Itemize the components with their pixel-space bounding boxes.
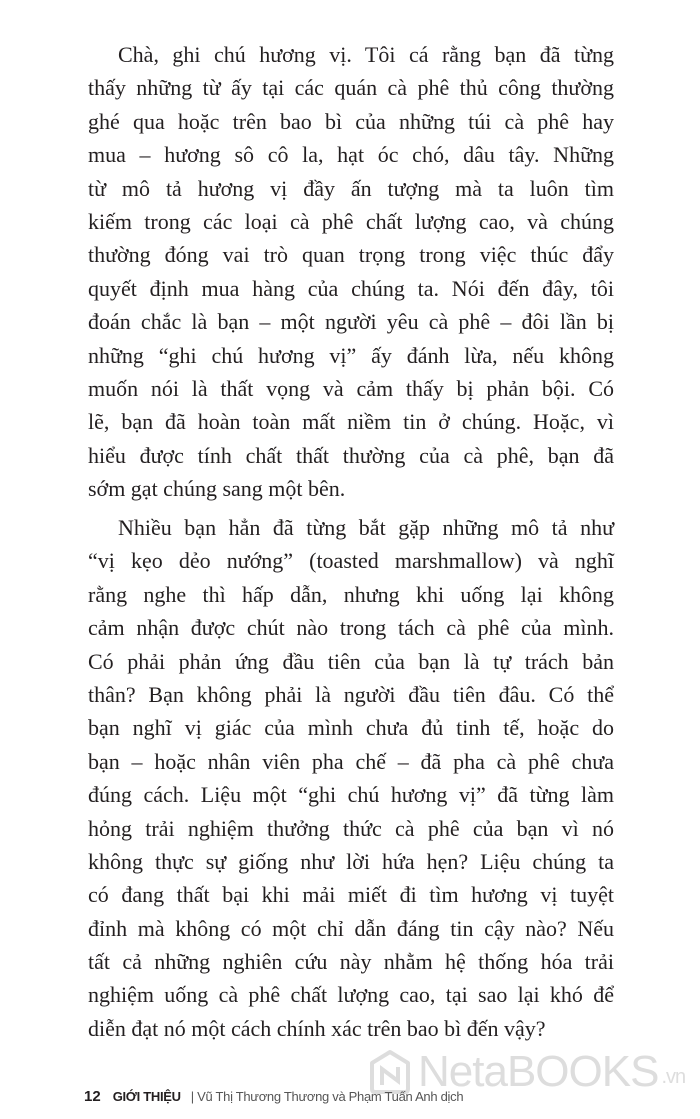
text-line: Chà, ghi chú hương vị. Tôi cá rằng bạn đã từng: [118, 42, 614, 67]
text-line: cảm nhận được chút nào trong tách cà phê của mình.: [88, 615, 614, 641]
text-line: bạn nghĩ vị giác của mình chưa đủ tinh tế, hoặc do: [88, 715, 614, 741]
watermark-brand: NetaBOOKS: [418, 1047, 659, 1096]
text-line: lẽ, bạn đã hoàn toàn mất niềm tin ở chúng. Hoặc, vì: [88, 409, 614, 435]
text-line: thân? Bạn không phải là người đầu tiên đâu. Có thể: [88, 681, 614, 707]
page-number: 12: [84, 1088, 101, 1105]
text-line: kiếm trong các loại cà phê chất lượng cao, và chúng: [88, 208, 614, 234]
text-line: đỉnh mà không có một chỉ dẫn đáng tin cậy nào? Nếu: [88, 915, 614, 941]
text-line: thường đóng vai trò quan trọng trong việc thúc đẩy: [88, 242, 614, 268]
text-line: hỏng trải nghiệm thưởng thức cà phê của bạn vì nó: [88, 815, 614, 841]
text-line: quyết định mua hàng của chúng ta. Nói đến đây, tôi: [88, 275, 614, 301]
section-title: GIỚI THIỆU: [112, 1089, 181, 1104]
text-line: diễn đạt nó một cách chính xác trên bao bì đến vậy?: [88, 1015, 546, 1041]
text-line: muốn nói là thất vọng và cảm thấy bị phản bội. Có: [88, 375, 614, 401]
text-line: sớm gạt chúng sang một bên.: [88, 476, 346, 502]
text-line: có đang thất bại khi mải miết đi tìm hương vị tuyệt: [88, 882, 614, 908]
text-line: thấy những từ ấy tại các quán cà phê thủ công thường: [88, 75, 614, 101]
text-line: đúng cách. Liệu một “ghi chú hương vị” đã từng làm: [88, 782, 614, 808]
paragraph-1: [88, 38, 614, 505]
text-line: rằng nghe thì hấp dẫn, nhưng khi uống lại không: [88, 581, 614, 607]
paragraph-2: [88, 511, 614, 1045]
text-line: “vị kẹo dẻo nướng” (toasted marshmallow) và nghĩ: [88, 548, 614, 574]
text-line: nghiệm uống cà phê chất lượng cao, tại sao lại khó để: [88, 982, 614, 1008]
text-line: tất cả những nghiên cứu này nhằm hệ thống hóa trải: [88, 949, 614, 975]
text-line: bạn – hoặc nhân viên pha chế – đã pha cà phê chưa: [88, 748, 614, 774]
text-line: ghé qua hoặc trên bao bì của những túi cà phê hay: [88, 108, 614, 134]
text-line: đoán chắc là bạn – một người yêu cà phê – đôi lần bị: [88, 309, 614, 335]
translator-credit: | Vũ Thị Thương Thương và Phạm Tuấn Anh dịch: [190, 1089, 464, 1104]
text-line: mua – hương sô cô la, hạt óc chó, dâu tây. Những: [88, 142, 614, 168]
watermark-tld: .vn: [661, 1066, 686, 1088]
text-line: những “ghi chú hương vị” ấy đánh lừa, nếu không: [88, 342, 614, 368]
text-line: từ mô tả hương vị đầy ấn tượng mà ta luôn tìm: [88, 175, 614, 201]
text-line: Nhiều bạn hẳn đã từng bắt gặp những mô tả như: [118, 515, 614, 540]
page-footer: [84, 1088, 463, 1105]
text-line: Có phải phản ứng đầu tiên của bạn là tự trách bản: [88, 648, 614, 674]
text-line: hiểu được tính chất thất thường của cà phê, bạn đã: [88, 442, 614, 468]
text-line: không thực sự giống như lời hứa hẹn? Liệu chúng ta: [88, 848, 614, 874]
